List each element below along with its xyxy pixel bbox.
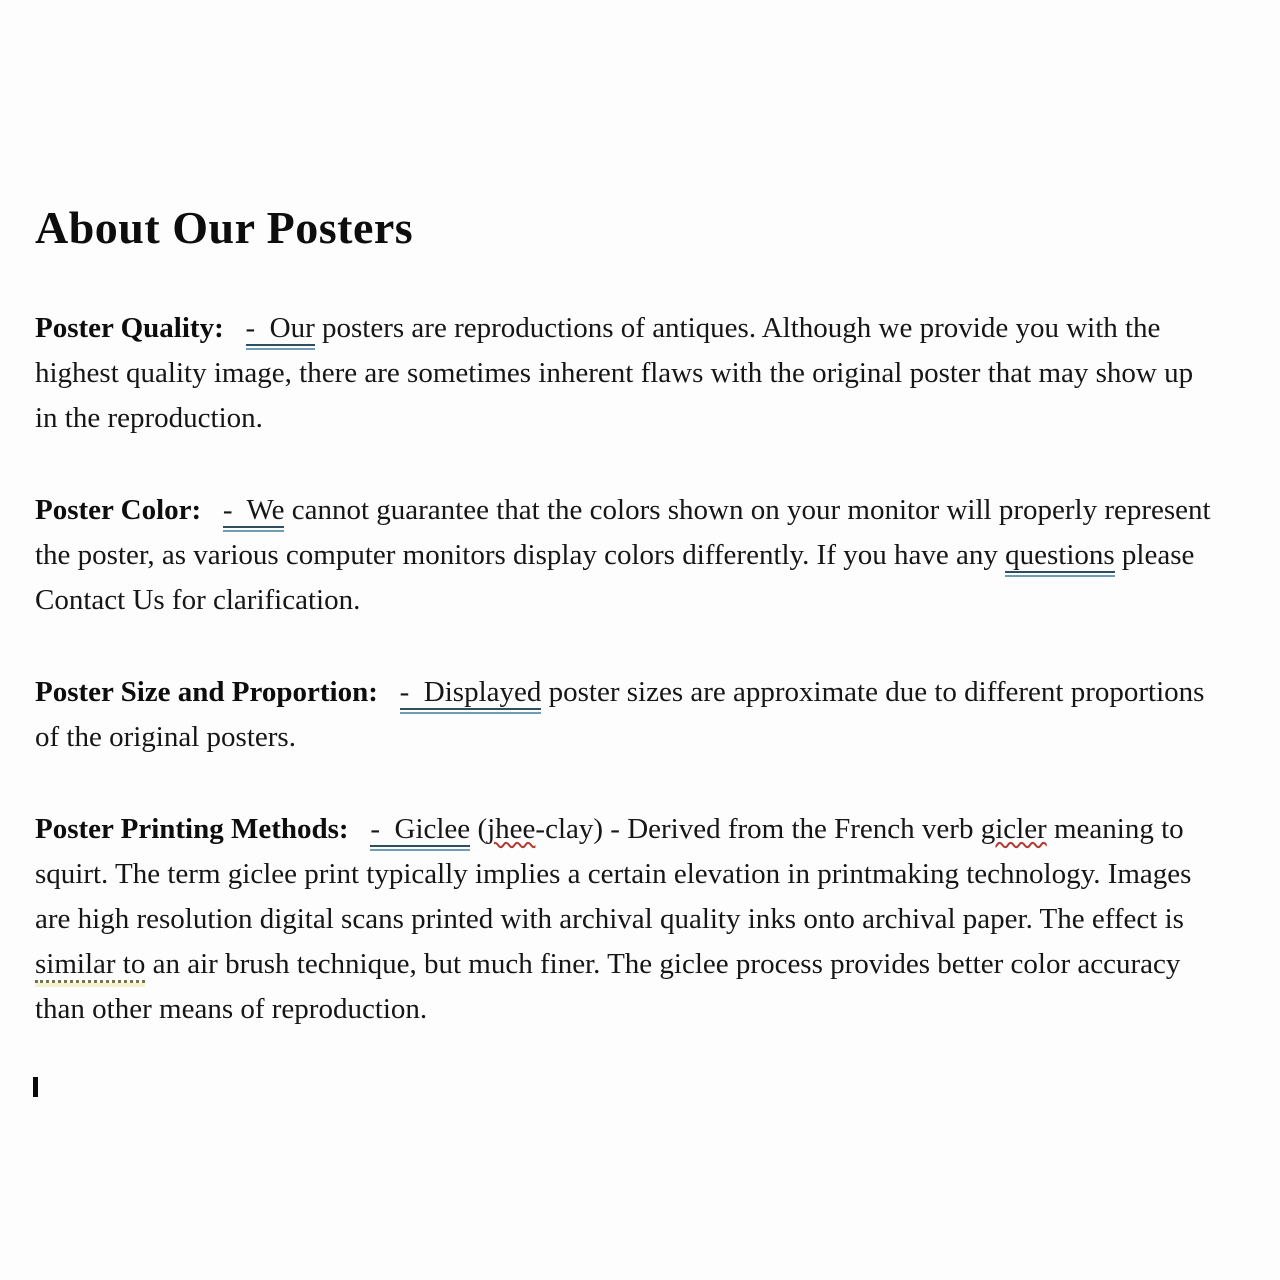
body-text: -clay) - Derived from the French verb <box>535 812 981 845</box>
stray-text-cursor-mark <box>33 1077 38 1097</box>
body-text <box>349 813 371 845</box>
inline-link[interactable]: - We <box>222 493 285 526</box>
misspelled-word: jhee <box>487 812 536 845</box>
paragraph <box>35 488 1218 623</box>
paragraphs <box>35 306 1218 1032</box>
page-title: About Our Posters <box>35 202 414 253</box>
body-text: posters are reproductions of antiques. Although we provide you with the highest quality image, there are sometimes inherent flaws with the original poster that may show up in the reproduction. <box>35 311 1201 434</box>
body-text: please Contact Us for clarification. <box>35 538 1202 616</box>
inline-link[interactable]: questions <box>1005 538 1115 571</box>
inline-link[interactable]: - Our <box>245 311 315 344</box>
body-text: poster sizes are approximate due to different proportions of the original posters. <box>35 675 1212 753</box>
grammar-flagged-phrase: similar to <box>35 948 145 983</box>
inline-link[interactable]: - Displayed <box>399 675 542 708</box>
paragraph <box>35 670 1214 760</box>
section-label: Poster Size and Proportion: <box>35 675 378 708</box>
paragraph <box>35 306 1214 441</box>
section-label: Poster Quality: <box>35 311 224 344</box>
body-text: ( <box>470 812 488 845</box>
body-text: cannot guarantee that the colors shown on your monitor will properly represent the poster, as various computer monitors display colors differently. If you have any <box>35 493 1218 571</box>
body-text: an air brush technique, but much finer. The giclee process provides better color accuracy than other means of reproduction. <box>35 947 1188 1025</box>
section-label: Poster Color: <box>35 493 202 526</box>
body-text <box>224 312 246 344</box>
body-text: meaning to squirt. The term giclee print typically implies a certain elevation in printmaking technology. Images are high resolution digital scans printed with archival quality inks onto archival paper. The effect is <box>35 812 1199 935</box>
paragraph <box>35 807 1214 1032</box>
misspelled-word: gicler <box>980 812 1047 845</box>
body-text <box>378 676 400 708</box>
section-label: Poster Printing Methods: <box>35 812 349 845</box>
body-text <box>201 494 223 526</box>
inline-link[interactable]: - Giclee <box>370 812 471 845</box>
